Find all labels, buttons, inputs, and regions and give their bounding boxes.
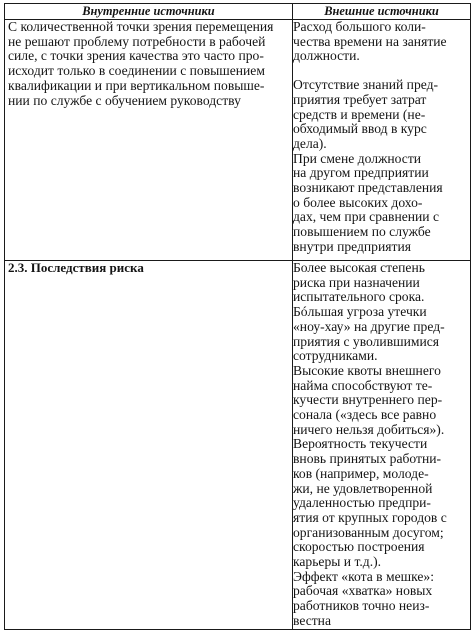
text-line: При смене должности [293, 150, 422, 166]
text-line: внутри предприятия [293, 238, 411, 254]
text-line: квалификации и при вертикальном повыше- [8, 77, 265, 93]
text-line: Более высокая степень [293, 260, 425, 275]
text-line: Вероятность текучести [293, 436, 428, 452]
risk-consequences-external-cell [293, 261, 471, 630]
header-external-sources: Внешние источники [293, 4, 471, 20]
text-line: С количественной точки зрения перемещения [8, 19, 274, 34]
paragraph-gap [293, 64, 470, 78]
text-line: средств и времени (не- [293, 106, 426, 122]
text-line: не решают проблему потребности в рабочей [8, 33, 266, 49]
text-line: Высокие квоты внешнего [293, 362, 441, 378]
text-line: повышением по службе [293, 224, 431, 240]
text-line: чества времени на занятие [293, 33, 447, 49]
text-line: организованным досугом; [293, 524, 444, 540]
text-line: силе, с точки зрения качества это часто про- [8, 48, 264, 64]
text-line: работников точно неиз- [293, 598, 430, 614]
external-sources-cell [293, 20, 471, 261]
section-title: 2.3. Последствия риска [8, 260, 144, 275]
table-header-row [5, 4, 471, 20]
text-line: нии по службе с обучением руководству [8, 92, 241, 108]
text-line: приятия с уволившимися [293, 333, 440, 349]
text-line: испытательного срока. [293, 289, 425, 305]
text-line: Расход большого коли- [293, 19, 426, 34]
text-line: дела). [293, 135, 327, 151]
text-line: удаленностью предпри- [293, 495, 431, 511]
text-line: ничего нельзя добиться»). [293, 421, 445, 437]
text-line: сотрудниками. [293, 348, 378, 364]
text-line: ятия от крупных городов с [293, 509, 447, 525]
table-row [5, 20, 471, 261]
text-line: Эффект «кота в мешке»: [293, 568, 434, 584]
risk-sources-table [4, 3, 471, 630]
text-line: найма способствуют те- [293, 377, 433, 393]
text-line: вестна [293, 612, 331, 628]
text-line: дах, чем при сравнении с [293, 209, 440, 225]
text-line: сонала («здесь все равно [293, 407, 437, 423]
text-line: вновь принятых работни- [293, 451, 442, 467]
text-line: возникают представления [293, 180, 443, 196]
text-line: должности. [293, 48, 360, 64]
text-line: Бóльшая угроза утечки [293, 304, 427, 320]
text-line: риска при назначении [293, 274, 420, 290]
text-line: на другом предприятии [293, 165, 429, 181]
text-line: Отсутствие знаний пред- [293, 77, 439, 93]
text-line: рабочая «хватка» новых [293, 583, 433, 599]
text-line: исходит только в соединении с повышением [8, 63, 265, 79]
text-line: приятия требует затрат [293, 91, 427, 107]
text-line: жи, не удовлетворенной [293, 480, 433, 496]
text-line: кучести внутреннего пер- [293, 392, 443, 408]
text-line: ков (например, молоде- [293, 465, 429, 481]
text-line: карьеры и т.д.). [293, 554, 382, 570]
internal-sources-cell [5, 20, 293, 261]
text-line: обходимый ввод в курс [293, 121, 427, 137]
header-internal-sources: Внутренние источники [5, 4, 293, 20]
text-line: о более высоких дохо- [293, 194, 423, 210]
table-row [5, 261, 471, 630]
text-line: «ноу-хау» на другие пред- [293, 318, 445, 334]
risk-consequences-title-cell [5, 261, 293, 630]
text-line: скоростью построения [293, 539, 425, 555]
